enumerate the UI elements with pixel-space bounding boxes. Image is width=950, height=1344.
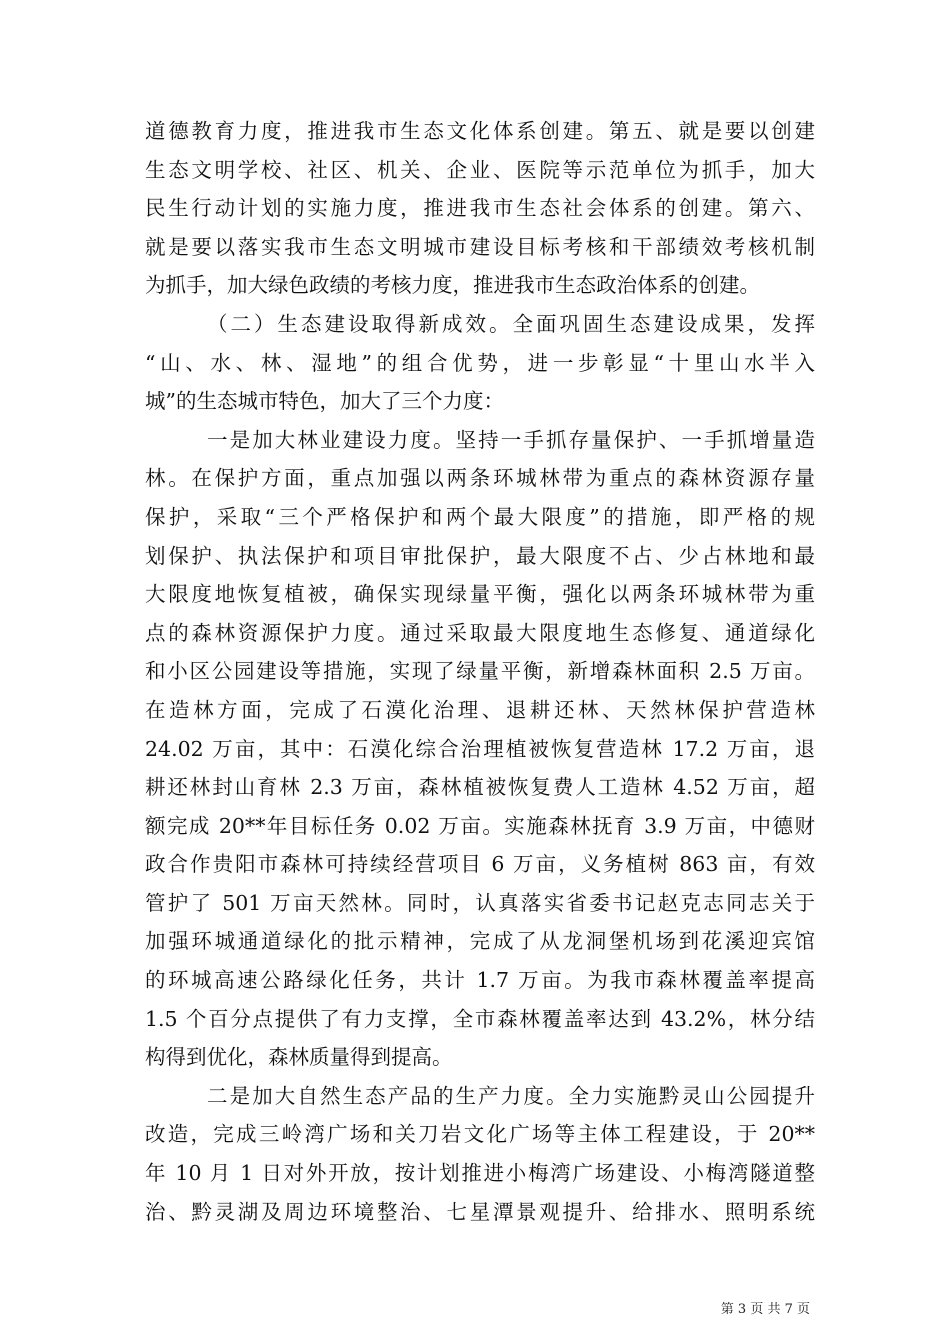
text-line: 大限度地恢复植被，确保实现绿量平衡，强化以两条环城林带为重 [145,582,815,607]
text-line: “山、水、林、湿地”的组合优势，进一步彰显“十里山水半入 [145,350,815,375]
text-line: 加强环城通道绿化的批示精神，完成了从龙洞堡机场到花溪迎宾馆 [145,929,815,954]
text-line: 24.02 万亩，其中：石漠化综合治理植被恢复营造林 17.2 万亩，退 [145,736,815,761]
text-line: 的环城高速公路绿化任务，共计 1.7 万亩。为我市森林覆盖率提高 [145,968,815,993]
paragraph-first-line: 二是加大自然生态产品的生产力度。全力实施黔灵山公园提升 [207,1083,815,1108]
document-body [145,112,815,1231]
text-line: 耕还林封山育林 2.3 万亩，森林植被恢复费人工造林 4.52 万亩，超 [145,775,815,800]
text-line: 城”的生态城市特色，加大了三个力度： [145,389,504,414]
text-line: 1.5 个百分点提供了有力支撑，全市森林覆盖率达到 43.2%，林分结 [145,1006,815,1031]
text-line: 治、黔灵湖及周边环境整治、七星潭景观提升、给排水、照明系统 [145,1199,815,1224]
section-heading-line: （二）生态建设取得新成效。全面巩固生态建设成果，发挥 [207,311,815,336]
text-line: 管护了 501 万亩天然林。同时，认真落实省委书记赵克志同志关于 [145,890,815,915]
text-line: 政合作贵阳市森林可持续经营项目 6 万亩，义务植树 863 亩，有效 [145,852,815,877]
text-line: 生态文明学校、社区、机关、企业、医院等示范单位为抓手，加大 [145,157,815,182]
text-line: 林。在保护方面，重点加强以两条环城林带为重点的森林资源存量 [145,466,815,491]
text-line: 为抓手，加大绿色政绩的考核力度，推进我市生态政治体系的创建。 [145,273,760,298]
text-line: 年 10 月 1 日对外开放，按计划推进小梅湾广场建设、小梅湾隧道整 [145,1161,815,1186]
paragraph-first-line: 一是加大林业建设力度。坚持一手抓存量保护、一手抓增量造 [207,427,815,452]
text-line: 构得到优化，森林质量得到提高。 [145,1045,453,1070]
text-line: 在造林方面，完成了石漠化治理、退耕还林、天然林保护营造林 [145,697,815,722]
text-line: 点的森林资源保护力度。通过采取最大限度地生态修复、通道绿化 [145,620,815,645]
text-line: 保护，采取“三个严格保护和两个最大限度”的措施，即严格的规 [145,504,815,529]
text-line: 道德教育力度，推进我市生态文化体系创建。第五、就是要以创建 [145,119,815,143]
text-line: 额完成 20**年目标任务 0.02 万亩。实施森林抚育 3.9 万亩，中德财 [145,813,815,838]
text-line: 和小区公园建设等措施，实现了绿量平衡，新增森林面积 2.5 万亩。 [145,659,815,684]
page-number: 第 3 页 共 7 页 [720,1302,810,1317]
text-line: 划保护、执法保护和项目审批保护，最大限度不占、少占林地和最 [145,543,815,568]
text-line: 就是要以落实我市生态文明城市建设目标考核和干部绩效考核机制 [145,234,815,259]
text-line: 改造，完成三岭湾广场和关刀岩文化广场等主体工程建设，于 20** [145,1122,815,1147]
text-line: 民生行动计划的实施力度，推进我市生态社会体系的创建。第六、 [145,196,815,221]
